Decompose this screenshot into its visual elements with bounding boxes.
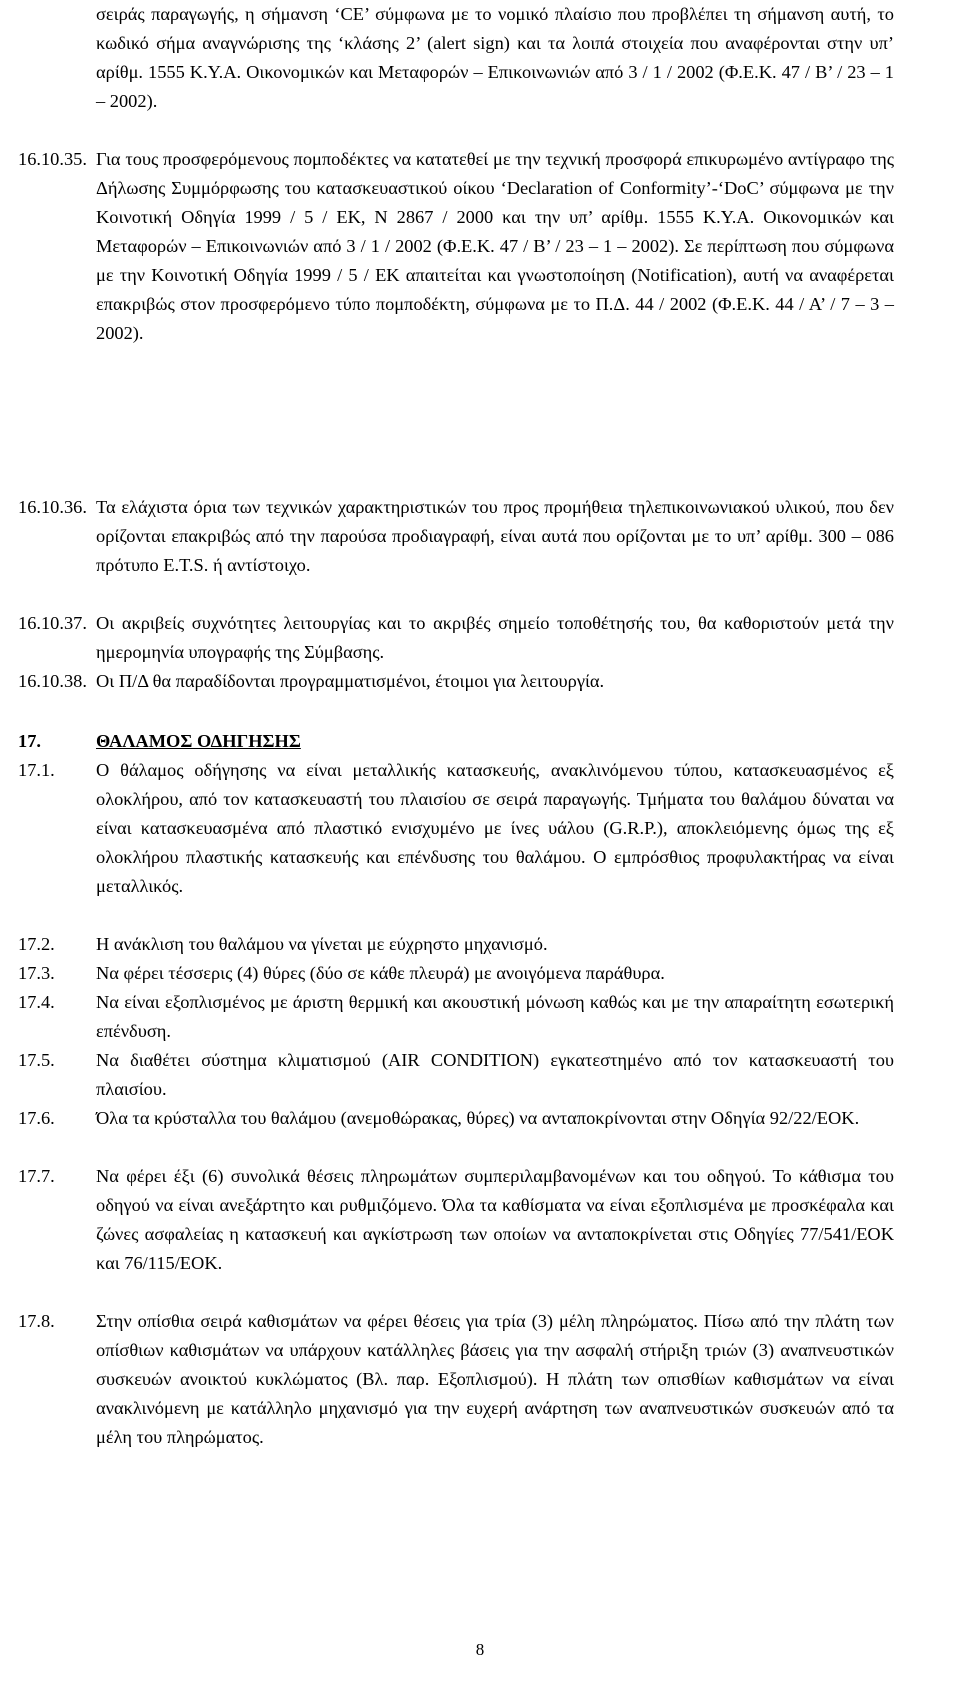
clause-text: Να διαθέτει σύστημα κλιματισμού (AIR CONDITION) εγκατεστημένο από τον κατασκευαστή του πλαισίου. [96, 1050, 894, 1099]
clause-text: Τα ελάχιστα όρια των τεχνικών χαρακτηριστικών του προς προμήθεια τηλεπικοινωνιακού υλικού, που δεν ορίζονται επακριβώς από την παρούσα προδιαγραφή, είναι αυτά που ορίζονται με το υπ’ αρίθμ. 300 – 086 πρότυπο E.T.S. ή αντίστοιχο. [96, 497, 894, 575]
section-title: ΘΑΛΑΜΟΣ ΟΔΗΓΗΣΗΣ [96, 731, 301, 751]
clause-number: 17.7. [18, 1166, 55, 1186]
clause-number: 16.10.35. [18, 149, 87, 169]
clause-text: Όλα τα κρύσταλλα του θαλάμου (ανεμοθώρακας, θύρες) να ανταποκρίνονται στην Οδηγία 92/22/ΕΟΚ. [96, 1108, 860, 1128]
clause-text: Να φέρει έξι (6) συνολικά θέσεις πληρωμάτων συμπεριλαμβανομένων και του οδηγού. Το κάθισμα του οδηγού να είναι ανεξάρτητο και ρυθμιζόμενο. Όλα τα καθίσματα να είναι εξοπλισμένα με προσκέφαλα και ζώνες ασφαλείας η κατασκευή και αγκίστρωση των οποίων να ανταποκρίνεται στις Οδηγίες 77/541/ΕΟΚ και 76/115/ΕΟΚ. [96, 1166, 894, 1273]
clause-number: 17.8. [18, 1311, 55, 1331]
clause-number: 17.1. [18, 760, 55, 780]
clause-text: Να είναι εξοπλισμένος με άριστη θερμική και ακουστική μόνωση καθώς και με την απαραίτητη εσωτερική επένδυση. [96, 992, 894, 1041]
clause-number: 16.10.36. [18, 497, 87, 517]
clause-number: 17.3. [18, 963, 55, 983]
clause-text [96, 145, 894, 348]
clause-number: 17.2. [18, 934, 55, 954]
clause-text: Στην οπίσθια σειρά καθισμάτων να φέρει θέσεις για τρία (3) μέλη πληρώματος. Πίσω από την πλάτη των οπίσθιων καθισμάτων να υπάρχουν κατάλληλες βάσεις για την ασφαλή στήριξη τριών (3) αναπνευστικών συσκευών ανοικτού κυκλώματος (Βλ. παρ. Εξοπλισμού). Η πλάτη των οπισθίων καθισμάτων να είναι ανακλινόμενη με κατάλληλο μηχανισμό για την ευχερή ανάρτηση των αναπνευστικών συσκευών από τα μέλη του πληρώματος. [96, 1311, 894, 1447]
clause-text: Να φέρει τέσσερις (4) θύρες (δύο σε κάθε πλευρά) με ανοιγόμενα παράθυρα. [96, 963, 665, 983]
clause-text: Οι ακριβείς συχνότητες λειτουργίας και το ακριβές σημείο τοποθέτησής του, θα καθοριστούν μετά την ημερομηνία υπογραφής της Σύμβασης. [96, 613, 894, 662]
clause-text: Οι Π/Δ θα παραδίδονται προγραμματισμένοι, έτοιμοι για λειτουργία. [96, 671, 605, 691]
clause-text-content: Για τους προσφερόμενους πομποδέκτες να κατατεθεί με την τεχνική προσφορά επικυρωμένο αντίγραφο της Δήλωσης Συμμόρφωσης του κατασκευαστικού οίκου ‘Declaration of Conformity’-‘DoC’ σύμφωνα με την Κοινοτική Οδηγία 1999 / 5 / ΕΚ, Ν 2867 / 2000 και την υπ’ αρίθμ. 1555 Κ.Υ.Α. Οικονομικών και Μεταφορών – Επικοινωνιών από 3 / 1 / 2002 (Φ.Ε.Κ. 47 / Β’ / 23 – 1 – 2002). Σε περίπτωση που σύμφωνα με την Κοινοτική Οδηγία 1999 / 5 / ΕΚ απαιτείται και γνωστοποίηση (Notification), αυτή να αναφέρεται επακριβώς στον προσφερόμενο τύπο πομποδέκτη, σύμφωνα με το Π.Δ. 44 / 2002 (Φ.Ε.Κ. 44 / Α’ / 7 – 3 – 2002). [96, 149, 894, 343]
clause-number: 17.4. [18, 992, 55, 1012]
page-number: 8 [475, 1640, 485, 1659]
clause-number: 16.10.38. [18, 671, 87, 691]
continuation-paragraph: σειράς παραγωγής, η σήμανση ‘CE’ σύμφωνα με το νομικό πλαίσιο που προβλέπει τη σήμανση αυτή, το κωδικό σήμα αναγνώρισης της ‘κλάσης 2’ (alert sign) και τα λοιπά στοιχεία που αναφέρονται στην υπ’ αρίθμ. 1555 Κ.Υ.Α. Οικονομικών και Μεταφορών – Επικοινωνιών από 3 / 1 / 2002 (Φ.Ε.Κ. 47 / Β’ / 23 – 1 – 2002). [96, 4, 894, 111]
clause-text: Ο θάλαμος οδήγησης να είναι μεταλλικής κατασκευής, ανακλινόμενου τύπου, κατασκευασμένος εξ ολοκλήρου, από τον κατασκευαστή του πλαισίου σε σειρά παραγωγής. Τμήματα του θαλάμου δύναται να είναι κατασκευασμένα από πλαστικό ενισχυμένο με ίνες υάλου (G.R.P.), αποκλειόμενης όμως της εξ ολοκλήρου πλαστικής κατασκευής και επένδυσης του θαλάμου. Ο εμπρόσθιος προφυλακτήρας να είναι μεταλλικός. [96, 760, 894, 896]
clause-number: 16.10.37. [18, 613, 87, 633]
section-number: 17. [18, 731, 41, 751]
clause-text: Η ανάκλιση του θαλάμου να γίνεται με εύχρηστο μηχανισμό. [96, 934, 548, 954]
clause-number: 17.5. [18, 1050, 55, 1070]
clause-number: 17.6. [18, 1108, 55, 1128]
